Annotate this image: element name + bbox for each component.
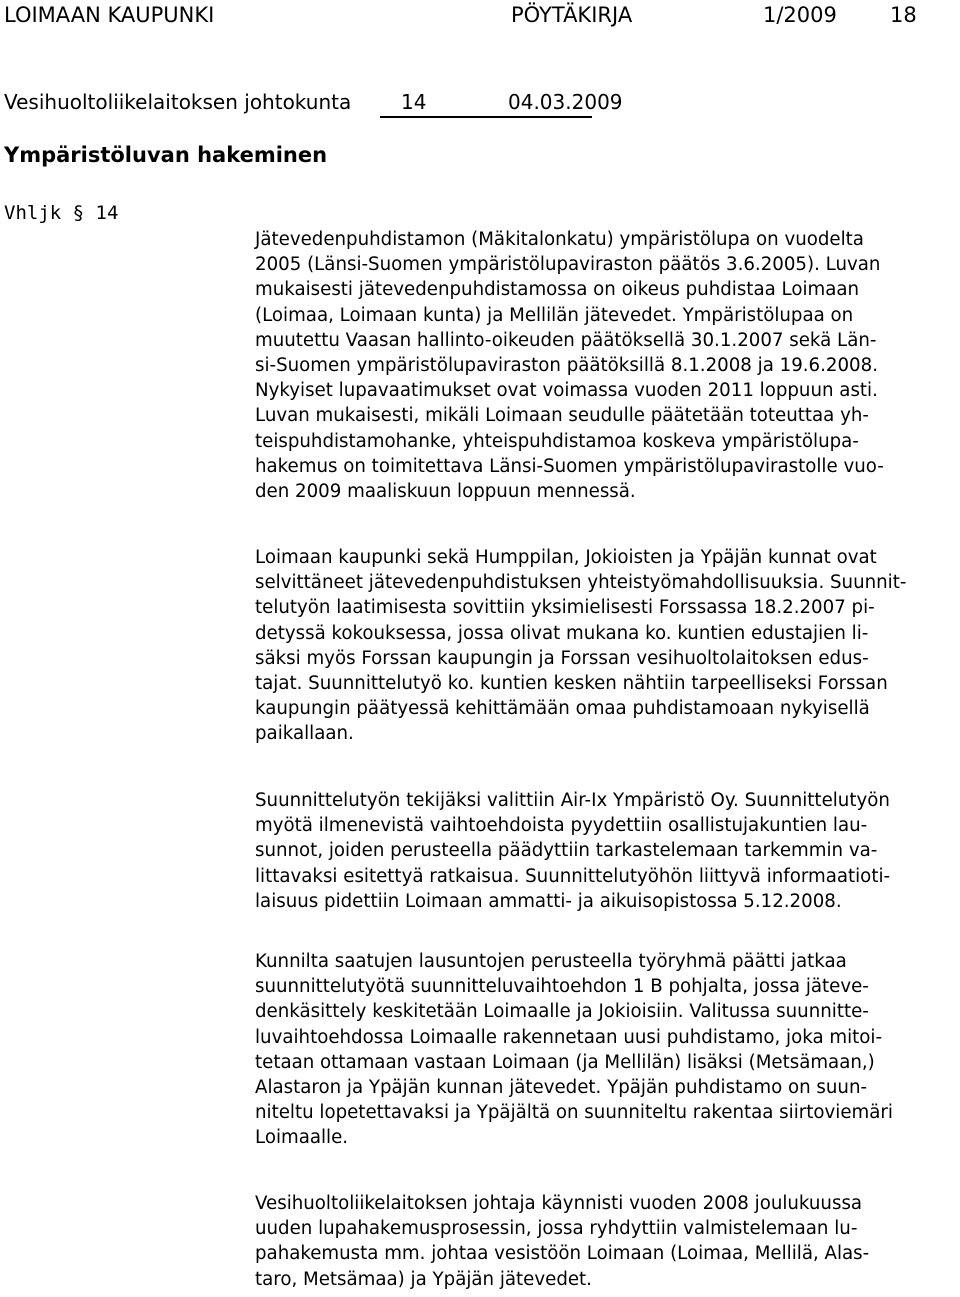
meeting-date: 04.03.2009 (508, 90, 623, 114)
text-line: Kunnilta saatujen lausuntojen perusteella työryhmä päätti jatkaa (255, 951, 847, 972)
text-line: suunnittelutyötä suunnitteluvaihtoehdon 1 B pohjalta, jossa jäteve- (255, 976, 869, 998)
text-line: mukaisesti jätevedenpuhdistamossa on oikeus puhdistaa Loimaan (255, 279, 860, 301)
text-line: 2005 (Länsi-Suomen ympäristölupaviraston päätös 3.6.2005). Luvan (255, 254, 881, 276)
text-line: Vesihuoltoliikelaitoksen johtaja käynnisti vuoden 2008 joulukuussa (255, 1193, 863, 1214)
text-line: selvittäneet jätevedenpuhdistuksen yhteistyömahdollisuuksia. Suunnit- (255, 572, 907, 594)
page-title: Ympäristöluvan hakeminen (4, 143, 328, 167)
text-line: teispuhdistamohanke, yhteispuhdistamoa koskeva ympäristölupa- (255, 430, 859, 452)
section-reference: Vhljk § 14 (4, 202, 119, 224)
meeting-body: Vesihuoltoliikelaitoksen johtokunta (4, 90, 352, 114)
text-line: sunnot, joiden perusteella päädyttiin tarkastelemaan tarkemmin va- (255, 840, 878, 862)
text-line: säksi myös Forssan kaupungin ja Forssan vesihuoltolaitoksen edus- (255, 647, 869, 669)
text-line: Loimaan kaupunki sekä Humppilan, Jokioisten ja Ypäjän kunnat ovat (255, 547, 877, 568)
paragraph-5 (255, 1191, 945, 1292)
organization-name: LOIMAAN KAUPUNKI (4, 3, 215, 27)
text-line: Nykyiset lupavaatimukset ovat voimassa vuoden 2011 loppuun asti. (255, 380, 878, 402)
text-line: Jätevedenpuhdistamon (Mäkitalonkatu) ympäristölupa on vuodelta (255, 229, 864, 250)
text-line: littavaksi esitettyä ratkaisua. Suunnittelutyöhön liittyvä informaatioti- (255, 865, 891, 887)
page-number: 18 (890, 3, 917, 27)
text-line: si-Suomen ympäristölupaviraston päätöksillä 8.1.2008 ja 19.6.2008. (255, 355, 878, 377)
text-line: hakemus on toimitettava Länsi-Suomen ympäristölupavirastolle vuo- (255, 455, 884, 477)
text-line: paikallaan. (255, 723, 354, 745)
text-line: den 2009 maaliskuun loppuun mennessä. (255, 481, 636, 503)
text-line: uuden lupahakemusprosessin, jossa ryhdyttiin valmistelemaan lu- (255, 1218, 858, 1240)
paragraph-4 (255, 949, 945, 1151)
text-line: luvaihtoehdossa Loimaalle rakennetaan uusi puhdistamo, joka mitoi- (255, 1026, 883, 1048)
document-type: PÖYTÄKIRJA (511, 3, 633, 27)
text-line: myötä ilmenevistä vaihtoehdoista pyydettiin osallistujakuntien lau- (255, 815, 868, 837)
text-line: taro, Metsämaa) ja Ypäjän jätevedet. (255, 1268, 592, 1290)
paragraph-2 (255, 545, 945, 747)
text-line: Loimaalle. (255, 1127, 349, 1149)
text-line: muutettu Vaasan hallinto-oikeuden päätöksellä 30.1.2007 sekä Län- (255, 329, 877, 351)
text-line: detyssä kokouksessa, jossa olivat mukana ko. kuntien edustajien li- (255, 622, 869, 644)
document-number: 1/2009 (763, 3, 837, 27)
section-number: 14 (401, 90, 427, 114)
text-line: Luvan mukaisesti, mikäli Loimaan seudulle päätetään toteuttaa yh- (255, 405, 869, 427)
paragraph-1 (255, 227, 945, 504)
text-line: Suunnittelutyön tekijäksi valittiin Air-Ix Ympäristö Oy. Suunnittelutyön (255, 790, 890, 811)
text-line: Alastaron ja Ypäjän kunnan jätevedet. Ypäjän puhdistamo on suun- (255, 1077, 868, 1099)
text-line: laisuus pidettiin Loimaan ammatti- ja aikuisopistossa 5.12.2008. (255, 890, 842, 912)
text-line: (Loimaa, Loimaan kunta) ja Mellilän jätevedet. Ympäristölupaa on (255, 304, 854, 326)
header-underline (380, 116, 592, 118)
text-line: kaupungin päätyessä kehittämään omaa puhdistamoaan nykyisellä (255, 698, 870, 720)
text-line: pahakemusta mm. johtaa vesistöön Loimaan (Loimaa, Mellilä, Alas- (255, 1243, 870, 1265)
text-line: telutyön laatimisesta sovittiin yksimielisesti Forssassa 18.2.2007 pi- (255, 597, 875, 619)
paragraph-3 (255, 788, 945, 914)
text-line: denkäsittely keskitetään Loimaalle ja Jokioisiin. Valitussa suunnitte- (255, 1001, 869, 1023)
text-line: niteltu lopetettavaksi ja Ypäjältä on suunniteltu rakentaa siirtoviemäri (255, 1102, 893, 1124)
text-line: tajat. Suunnittelutyö ko. kuntien kesken nähtiin tarpeelliseksi Forssan (255, 673, 888, 695)
text-line: tetaan ottamaan vastaan Loimaan (ja Mellilän) lisäksi (Metsämaan,) (255, 1051, 875, 1073)
